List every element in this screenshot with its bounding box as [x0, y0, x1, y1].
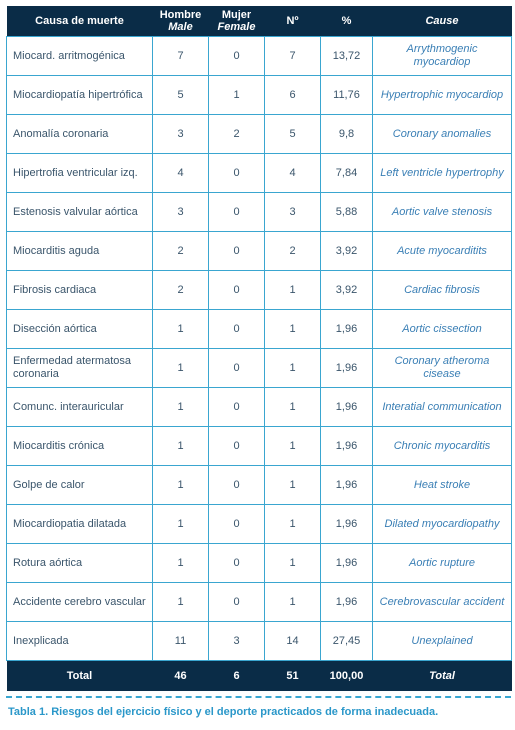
cell-male: 1 — [153, 427, 209, 466]
cell-percent: 1,96 — [321, 505, 373, 544]
cell-male: 2 — [153, 232, 209, 271]
cell-male: 3 — [153, 115, 209, 154]
cell-female: 0 — [209, 349, 265, 388]
causes-of-death-table — [6, 6, 512, 691]
total-percent: 100,00 — [321, 661, 373, 692]
cell-cause-es: Disección aórtica — [7, 310, 153, 349]
cell-number: 1 — [265, 271, 321, 310]
cell-percent: 1,96 — [321, 427, 373, 466]
table-row — [7, 622, 512, 661]
cell-number: 1 — [265, 427, 321, 466]
cell-male: 1 — [153, 583, 209, 622]
cell-cause-es: Rotura aórtica — [7, 544, 153, 583]
total-row — [7, 661, 512, 692]
cell-number: 7 — [265, 37, 321, 76]
cell-cause-es: Accidente cerebro vascular — [7, 583, 153, 622]
total-label-en: Total — [373, 661, 512, 692]
cell-percent: 9,8 — [321, 115, 373, 154]
total-number: 51 — [265, 661, 321, 692]
table-row — [7, 115, 512, 154]
cell-cause-es: Miocarditis crónica — [7, 427, 153, 466]
cell-cause-en: Arrythmogenic myocardiop — [373, 37, 512, 76]
cell-cause-en: Coronary anomalies — [373, 115, 512, 154]
cell-male: 4 — [153, 154, 209, 193]
cell-number: 14 — [265, 622, 321, 661]
cell-cause-en: Dilated myocardiopathy — [373, 505, 512, 544]
cell-percent: 1,96 — [321, 349, 373, 388]
table-row — [7, 544, 512, 583]
header-male-en: Male — [168, 21, 193, 33]
cell-cause-es: Anomalía coronaria — [7, 115, 153, 154]
table-row — [7, 37, 512, 76]
table-row — [7, 388, 512, 427]
table-footer — [7, 661, 512, 692]
cell-percent: 11,76 — [321, 76, 373, 115]
cell-percent: 1,96 — [321, 544, 373, 583]
table-body — [7, 37, 512, 661]
table-row — [7, 76, 512, 115]
cell-female: 0 — [209, 466, 265, 505]
cell-cause-es: Fibrosis cardiaca — [7, 271, 153, 310]
cell-cause-en: Chronic myocarditis — [373, 427, 512, 466]
cell-percent: 1,96 — [321, 388, 373, 427]
cell-male: 1 — [153, 544, 209, 583]
cell-female: 0 — [209, 154, 265, 193]
cell-female: 1 — [209, 76, 265, 115]
header-male — [153, 6, 209, 37]
cell-number: 1 — [265, 388, 321, 427]
cell-number: 1 — [265, 310, 321, 349]
cell-cause-en: Unexplained — [373, 622, 512, 661]
cell-male: 7 — [153, 37, 209, 76]
cell-male: 11 — [153, 622, 209, 661]
cell-female: 3 — [209, 622, 265, 661]
cell-cause-en: Aortic valve stenosis — [373, 193, 512, 232]
cell-number: 1 — [265, 349, 321, 388]
total-label: Total — [7, 661, 153, 692]
cell-number: 3 — [265, 193, 321, 232]
cell-cause-en: Left ventricle hypertrophy — [373, 154, 512, 193]
cell-male: 1 — [153, 349, 209, 388]
cell-cause-en: Aortic rupture — [373, 544, 512, 583]
cell-number: 5 — [265, 115, 321, 154]
cell-cause-en: Coronary atheroma cisease — [373, 349, 512, 388]
cell-male: 1 — [153, 388, 209, 427]
cell-number: 1 — [265, 505, 321, 544]
cell-cause-en: Hypertrophic myocardiop — [373, 76, 512, 115]
cell-number: 2 — [265, 232, 321, 271]
cell-cause-es: Comunc. interauricular — [7, 388, 153, 427]
cell-cause-en: Acute myocarditits — [373, 232, 512, 271]
table-row — [7, 583, 512, 622]
cell-cause-es: Estenosis valvular aórtica — [7, 193, 153, 232]
table-header — [7, 6, 512, 37]
cell-female: 0 — [209, 427, 265, 466]
cell-number: 4 — [265, 154, 321, 193]
cell-cause-es: Miocardiopatía hipertrófica — [7, 76, 153, 115]
cell-number: 6 — [265, 76, 321, 115]
cell-percent: 1,96 — [321, 466, 373, 505]
table-row — [7, 154, 512, 193]
total-male: 46 — [153, 661, 209, 692]
table-row — [7, 193, 512, 232]
cell-percent: 5,88 — [321, 193, 373, 232]
cell-female: 0 — [209, 271, 265, 310]
cell-female: 0 — [209, 193, 265, 232]
cell-cause-es: Inexplicada — [7, 622, 153, 661]
cell-cause-en: Cardiac fibrosis — [373, 271, 512, 310]
cell-male: 2 — [153, 271, 209, 310]
cell-number: 1 — [265, 544, 321, 583]
cell-female: 0 — [209, 388, 265, 427]
cell-percent: 3,92 — [321, 232, 373, 271]
cell-cause-en: Aortic cissection — [373, 310, 512, 349]
table-row — [7, 271, 512, 310]
cell-cause-es: Enfermedad atermatosa coronaria — [7, 349, 153, 388]
cell-percent: 1,96 — [321, 310, 373, 349]
total-female: 6 — [209, 661, 265, 692]
table-row — [7, 310, 512, 349]
cell-cause-es: Miocarditis aguda — [7, 232, 153, 271]
cell-number: 1 — [265, 466, 321, 505]
cell-percent: 1,96 — [321, 583, 373, 622]
table-row — [7, 349, 512, 388]
cell-female: 0 — [209, 310, 265, 349]
cell-cause-en: Interatial communication — [373, 388, 512, 427]
header-cause-es: Causa de muerte — [7, 6, 153, 37]
cell-cause-en: Heat stroke — [373, 466, 512, 505]
cell-female: 0 — [209, 37, 265, 76]
table-row — [7, 505, 512, 544]
cell-male: 3 — [153, 193, 209, 232]
header-male-es: Hombre — [159, 9, 202, 21]
table-row — [7, 232, 512, 271]
cell-female: 0 — [209, 232, 265, 271]
cell-cause-es: Miocardiopatia dilatada — [7, 505, 153, 544]
header-female-es: Mujer — [221, 9, 252, 21]
cell-female: 0 — [209, 583, 265, 622]
header-female — [209, 6, 265, 37]
cell-percent: 27,45 — [321, 622, 373, 661]
cell-percent: 13,72 — [321, 37, 373, 76]
cell-male: 1 — [153, 310, 209, 349]
table-row — [7, 427, 512, 466]
table-row — [7, 466, 512, 505]
header-female-en: Female — [217, 21, 256, 33]
header-cause-en: Cause — [373, 6, 512, 37]
cell-percent: 3,92 — [321, 271, 373, 310]
cell-female: 2 — [209, 115, 265, 154]
cell-number: 1 — [265, 583, 321, 622]
table-caption: Tabla 1. Riesgos del ejercicio físico y el deporte practicados de forma inadecuada. — [8, 706, 439, 718]
cell-male: 5 — [153, 76, 209, 115]
cell-male: 1 — [153, 505, 209, 544]
cell-female: 0 — [209, 544, 265, 583]
header-number: Nº — [265, 6, 321, 37]
cell-cause-en: Cerebrovascular accident — [373, 583, 512, 622]
cell-percent: 7,84 — [321, 154, 373, 193]
cell-cause-es: Hipertrofia ventricular izq. — [7, 154, 153, 193]
caption-divider — [6, 696, 511, 698]
table-container — [6, 6, 511, 691]
cell-female: 0 — [209, 505, 265, 544]
header-percent: % — [321, 6, 373, 37]
cell-cause-es: Golpe de calor — [7, 466, 153, 505]
cell-male: 1 — [153, 466, 209, 505]
cell-cause-es: Miocard. arritmogénica — [7, 37, 153, 76]
